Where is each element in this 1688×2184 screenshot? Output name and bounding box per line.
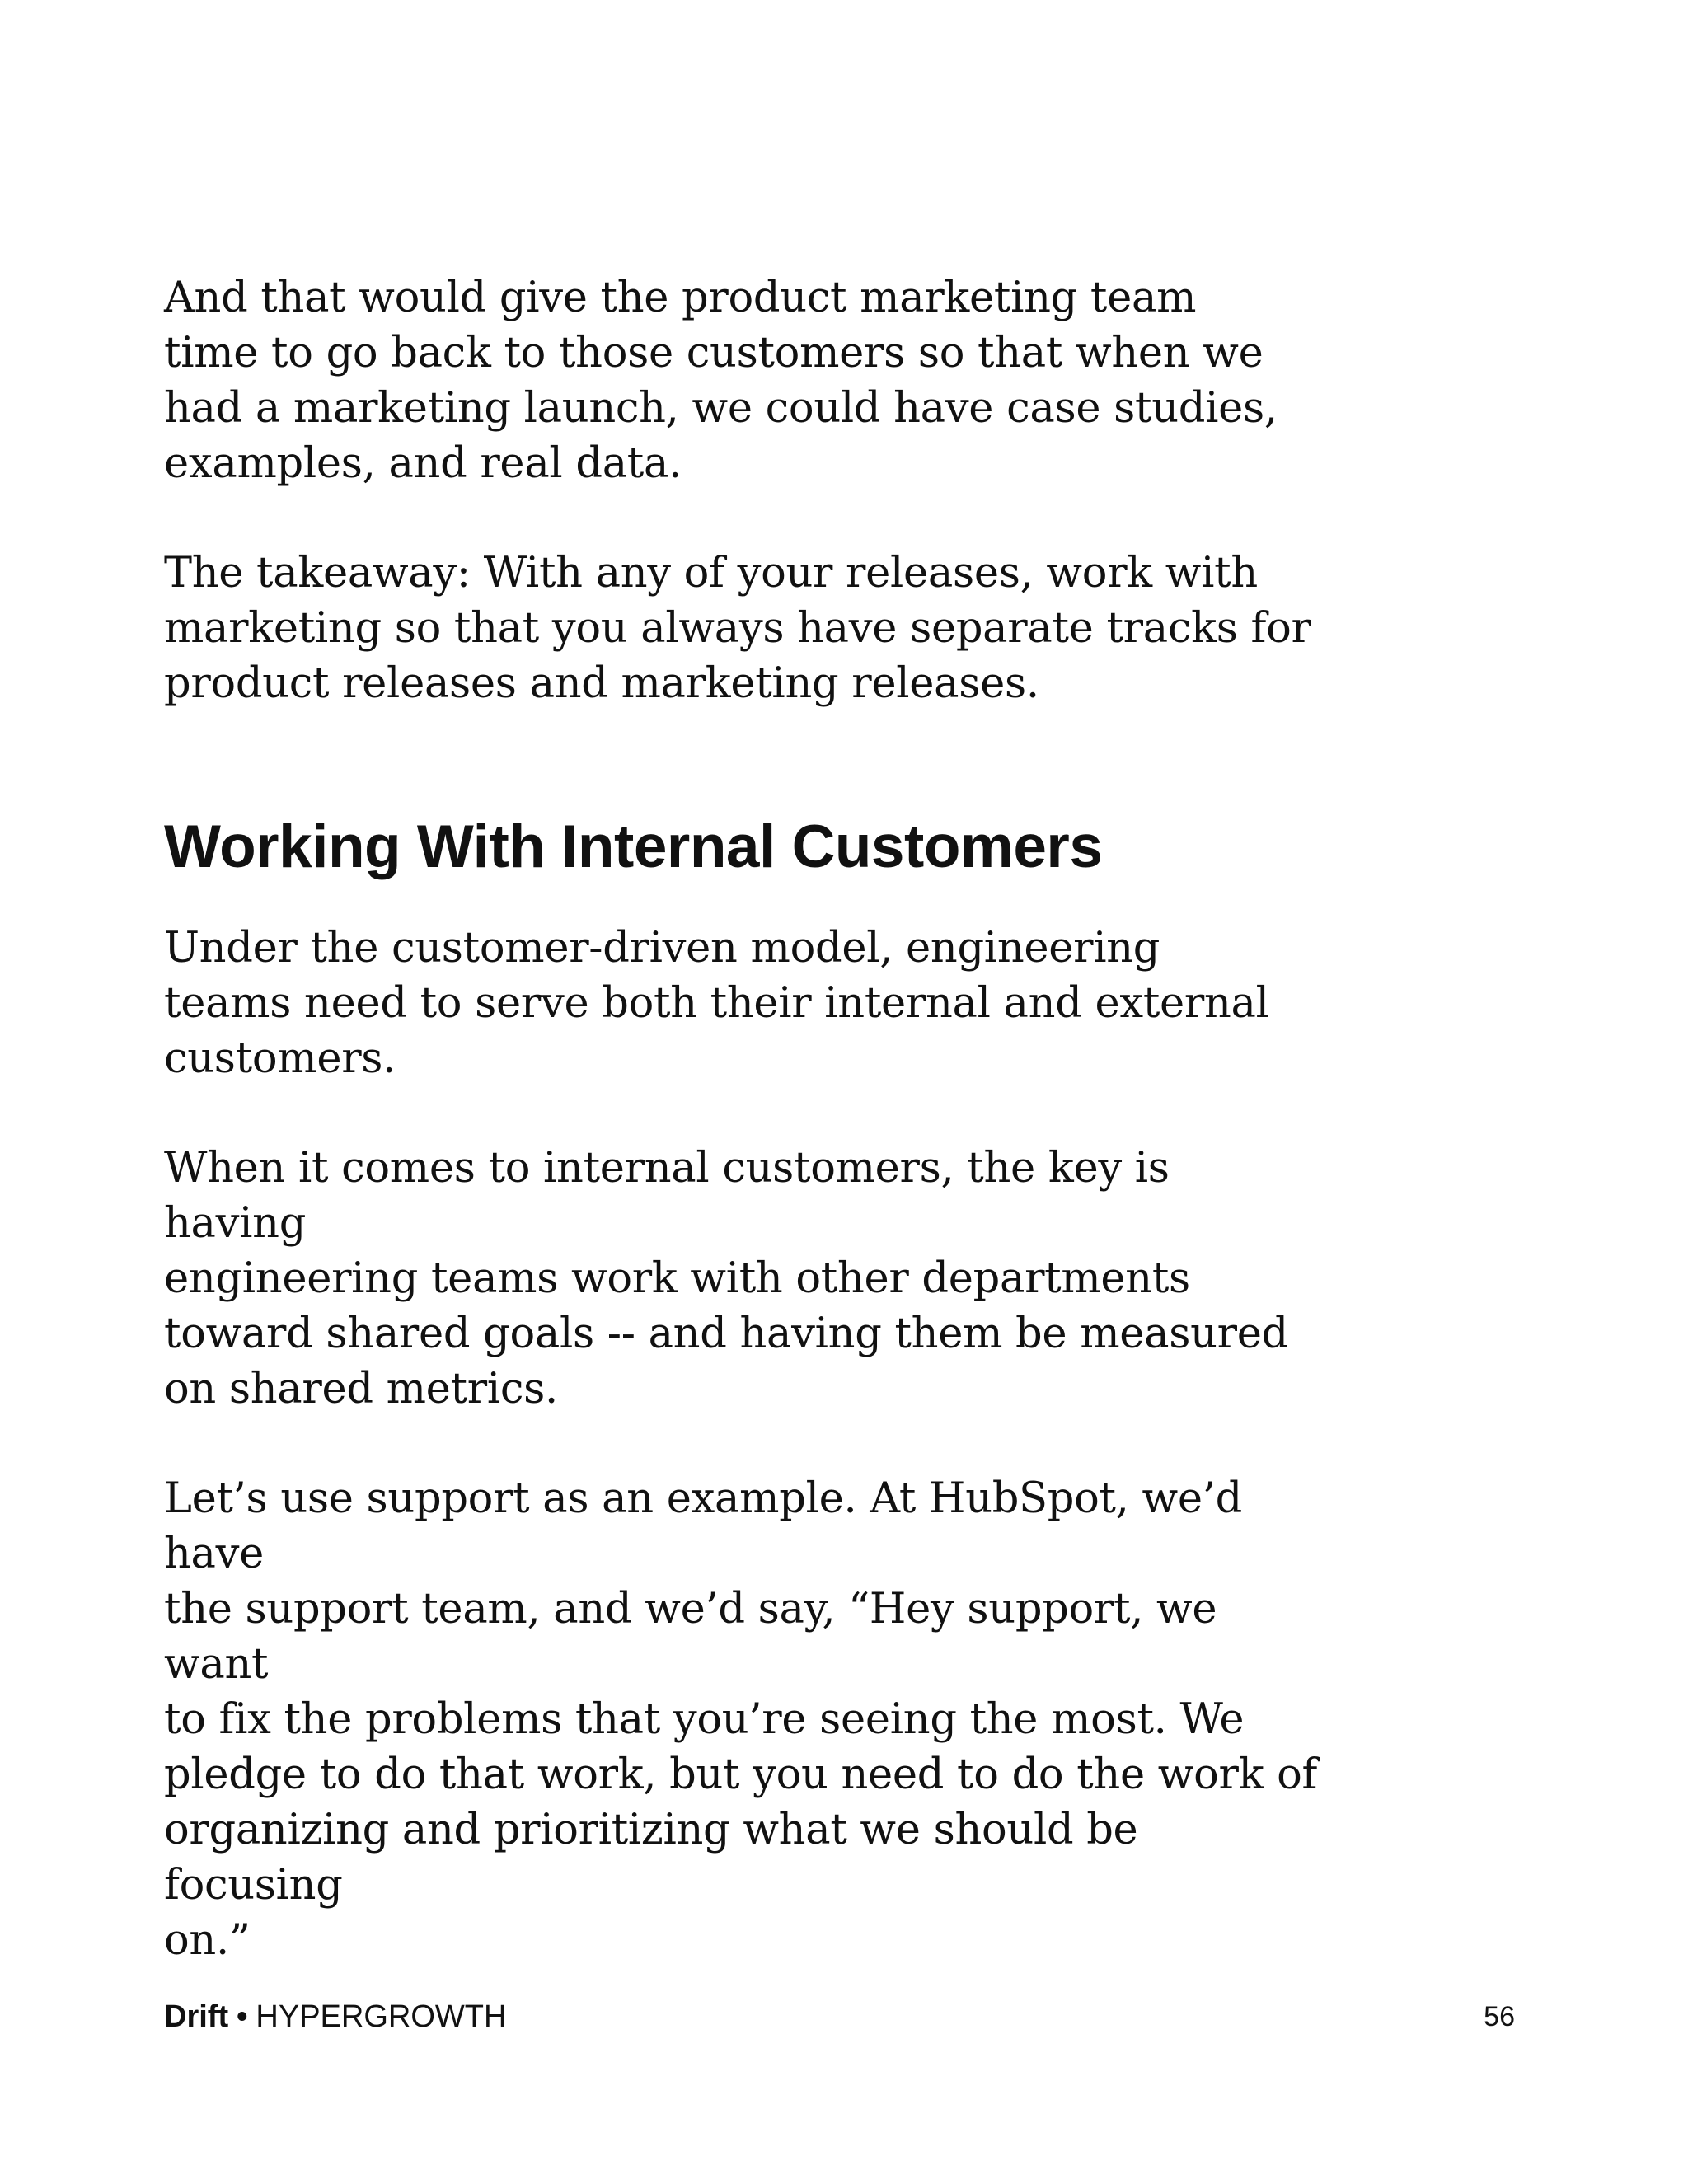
takeaway-paragraph: The takeaway: With any of your releases, work with marketing so that you always have separate tracks for product releases and marketing releases. xyxy=(164,549,1311,708)
body-paragraph: Let’s use support as an example. At HubSpot, we’d have the support team, and we’d say, “Hey support, we want to fix the problems that you’re seeing the most. We pledge to do that work, but you need to do the work of organizing and prioritizing what we should be focusing on.” xyxy=(164,1474,1318,1965)
page-footer xyxy=(164,1997,506,2036)
body-paragraph: When it comes to internal customers, the key is having engineering teams work with other departments toward shared goals -- and having them be measured on shared metrics. xyxy=(164,1144,1288,1413)
section-heading: Working With Internal Customers xyxy=(164,813,1103,880)
footer-brand: Drift xyxy=(164,1999,229,2034)
body-paragraph: Under the customer-driven model, engineering teams need to serve both their internal and external customers. xyxy=(164,924,1269,1083)
body-paragraph: And that would give the product marketing team time to go back to those customers so that when we had a marketing launch, we could have case studies, examples, and real data. xyxy=(164,274,1278,488)
footer-title: HYPERGROWTH xyxy=(256,1999,507,2034)
page-number: 56 xyxy=(1484,2001,1515,2032)
footer-separator: • xyxy=(237,1999,248,2034)
page-content xyxy=(164,270,1318,1968)
